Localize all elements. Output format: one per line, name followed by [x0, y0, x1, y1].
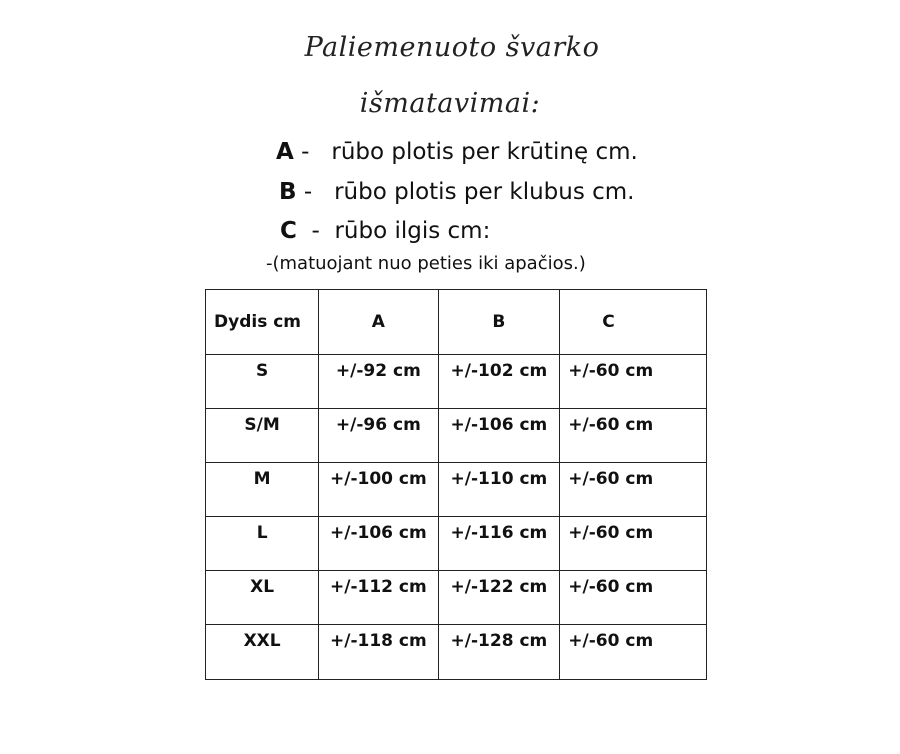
title-line-2: išmatavimai: [359, 88, 541, 119]
cell-value: S [255, 361, 269, 381]
cell-value: +/-60 cm [568, 523, 654, 543]
cell-value: +/-60 cm [568, 469, 654, 489]
cell-size [206, 625, 319, 680]
legend-sep: - [296, 179, 335, 205]
table-row [206, 517, 707, 571]
cell-c [560, 625, 707, 680]
cell-c [560, 571, 707, 625]
legend-key: B [279, 179, 297, 205]
header-b: B [438, 290, 560, 355]
cell-c [560, 355, 707, 409]
cell-size [206, 517, 319, 571]
cell-value: +/-102 cm [450, 361, 548, 381]
cell-value: +/-60 cm [568, 631, 654, 651]
legend-sep: - [296, 218, 335, 244]
cell-b [438, 517, 560, 571]
legend-text: rūbo plotis per klubus cm. [334, 179, 635, 205]
cell-value: +/-128 cm [450, 631, 548, 651]
legend-text: rūbo ilgis cm: [334, 218, 491, 244]
cell-value: +/-116 cm [450, 523, 548, 543]
legend-text: rūbo plotis per krūtinę cm. [331, 139, 638, 165]
cell-b [438, 355, 560, 409]
legend-b [279, 179, 635, 205]
cell-value: +/-122 cm [450, 577, 548, 597]
cell-value: +/-60 cm [568, 415, 654, 435]
cell-value: L [256, 523, 268, 543]
cell-value: +/-106 cm [330, 523, 427, 543]
table-header-row [206, 290, 707, 355]
cell-value: +/-100 cm [330, 469, 427, 489]
header-a: A [319, 290, 438, 355]
cell-value: +/-112 cm [330, 577, 427, 597]
title-line-1: Paliemenuoto švarko [304, 32, 600, 63]
cell-a [319, 625, 438, 680]
cell-value: +/-118 cm [330, 631, 427, 651]
header-size: Dydis cm [206, 290, 319, 355]
cell-b [438, 409, 560, 463]
table-row [206, 571, 707, 625]
legend-a [276, 139, 638, 165]
cell-b [438, 625, 560, 680]
cell-c [560, 409, 707, 463]
cell-value: S/M [244, 415, 280, 435]
cell-value: +/-106 cm [450, 415, 548, 435]
legend-key: A [276, 139, 294, 165]
table-row [206, 625, 707, 680]
legend-sep: - [293, 139, 332, 165]
cell-b [438, 463, 560, 517]
cell-value: XXL [243, 631, 281, 651]
cell-a [319, 463, 438, 517]
cell-b [438, 571, 560, 625]
cell-value: M [253, 469, 271, 489]
cell-value: +/-96 cm [335, 415, 421, 435]
cell-size [206, 463, 319, 517]
cell-value: XL [250, 577, 275, 597]
size-table [205, 289, 707, 680]
cell-c [560, 517, 707, 571]
cell-size [206, 571, 319, 625]
legend-key: C [280, 218, 297, 244]
cell-c [560, 463, 707, 517]
cell-value: +/-92 cm [335, 361, 421, 381]
cell-value: +/-60 cm [568, 577, 654, 597]
cell-a [319, 571, 438, 625]
table-row [206, 355, 707, 409]
header-c: C [560, 290, 707, 355]
cell-a [319, 409, 438, 463]
measurement-note: -(matuojant nuo peties iki apačios.) [266, 253, 586, 274]
cell-a [319, 517, 438, 571]
cell-size [206, 409, 319, 463]
cell-a [319, 355, 438, 409]
cell-value: +/-60 cm [568, 361, 654, 381]
table-row [206, 463, 707, 517]
cell-size [206, 355, 319, 409]
table-row [206, 409, 707, 463]
legend-c [280, 218, 490, 244]
cell-value: +/-110 cm [450, 469, 548, 489]
